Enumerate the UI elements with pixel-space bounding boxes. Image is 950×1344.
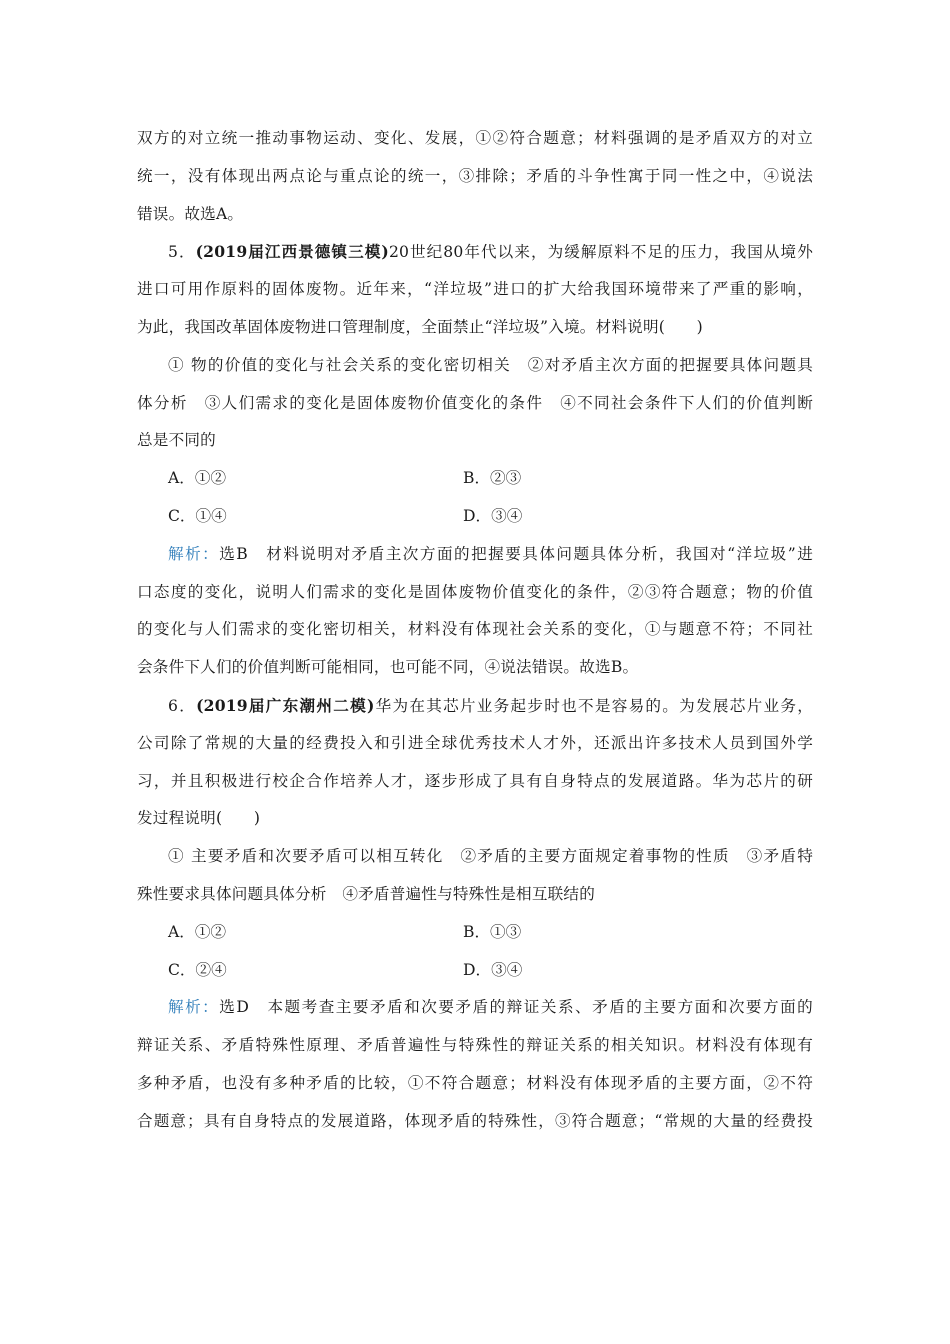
- question-5-stem: [137, 233, 813, 271]
- text-line: 公司除了常规的大量的经费投入和引进全球优秀技术人才外，还派出许多技术人员到国外学: [137, 733, 813, 752]
- question-number: 5．: [168, 243, 196, 262]
- option-c: C．②④: [168, 960, 227, 979]
- statement-line: 殊性要求具体问题具体分析 ④矛盾普遍性与特殊性是相互联结的: [137, 884, 596, 903]
- stem-text: 华为在其芯片业务起步时也不是容易的。为发展芯片业务，: [374, 696, 814, 715]
- analysis-text: 选D 本题考查主要矛盾和次要矛盾的辩证关系、矛盾的主要方面和次要方面的: [219, 998, 813, 1017]
- analysis-line: [137, 536, 813, 574]
- option-b: B．②③: [463, 469, 522, 488]
- option-d: D．③④: [463, 960, 523, 979]
- options-row: [137, 952, 813, 990]
- text-line: 发过程说明( ): [137, 809, 261, 828]
- statement-line: ① 主要矛盾和次要矛盾可以相互转化 ②矛盾的主要方面规定着事物的性质 ③矛盾特: [168, 847, 813, 866]
- analysis-line: 的变化与人们需求的变化密切相关，材料没有体现社会关系的变化，①与题意不符；不同社: [137, 620, 813, 639]
- analysis-line: 多种矛盾，也没有多种矛盾的比较，①不符合题意；材料没有体现矛盾的主要方面，②不符: [137, 1073, 813, 1092]
- statement-line: 总是不同的: [137, 431, 216, 450]
- question-6-stem: [137, 687, 813, 725]
- analysis-line: 口态度的变化，说明人们需求的变化是固体废物价值变化的条件，②③符合题意；物的价值: [137, 582, 813, 601]
- analysis-label: 解析：: [168, 544, 220, 563]
- text-line: 错误。故选A。: [137, 204, 244, 223]
- options-row: [137, 498, 813, 536]
- text-line: 习，并且积极进行校企合作培养人才，逐步形成了具有自身特点的发展道路。华为芯片的研: [137, 771, 813, 790]
- document-page: [137, 120, 813, 1141]
- text-line: 双方的对立统一推动事物运动、变化、发展，①②符合题意；材料强调的是矛盾双方的对立: [137, 129, 813, 147]
- text-line: 为此，我国改革固体废物进口管理制度，全面禁止“洋垃圾”入境。材料说明( ): [137, 317, 703, 336]
- statement-line: 体分析 ③人们需求的变化是固体废物价值变化的条件 ④不同社会条件下人们的价值判断: [137, 393, 813, 412]
- text-line: 统一，没有体现出两点论与重点论的统一，③排除；矛盾的斗争性寓于同一性之中，④说法: [137, 166, 813, 185]
- option-a: A．①②: [168, 922, 227, 941]
- option-d: D．③④: [463, 506, 523, 525]
- analysis-line: 会条件下人们的价值判断可能相同，也可能不同，④说法错误。故选B。: [137, 658, 639, 677]
- analysis-line: [137, 989, 813, 1027]
- option-b: B．①③: [463, 922, 522, 941]
- option-a: A．①②: [168, 469, 227, 488]
- stem-text: 20世纪80年代以来，为缓解原料不足的压力，我国从境外: [388, 243, 813, 262]
- question-source: (2019届广东潮州二模): [196, 695, 375, 715]
- analysis-line: 辩证关系、矛盾特殊性原理、矛盾普遍性与特殊性的辩证关系的相关知识。材料没有体现有: [137, 1036, 813, 1055]
- question-number: 6．: [168, 696, 197, 715]
- text-line: 进口可用作原料的固体废物。近年来，“洋垃圾”进口的扩大给我国环境带来了严重的影响，: [137, 280, 813, 299]
- option-c: C．①④: [168, 506, 227, 525]
- statement-line: ① 物的价值的变化与社会关系的变化密切相关 ②对矛盾主次方面的把握要具体问题具: [168, 355, 813, 374]
- question-source: (2019届江西景德镇三模): [195, 242, 389, 262]
- options-row: [137, 460, 813, 498]
- analysis-line: 合题意；具有自身特点的发展道路，体现矛盾的特殊性，③符合题意；“常规的大量的经费投: [137, 1111, 813, 1130]
- analysis-label: 解析：: [168, 998, 220, 1017]
- analysis-text: 选B 材料说明对矛盾主次方面的把握要具体问题具体分析，我国对“洋垃圾”进: [219, 544, 813, 563]
- options-row: [137, 914, 813, 952]
